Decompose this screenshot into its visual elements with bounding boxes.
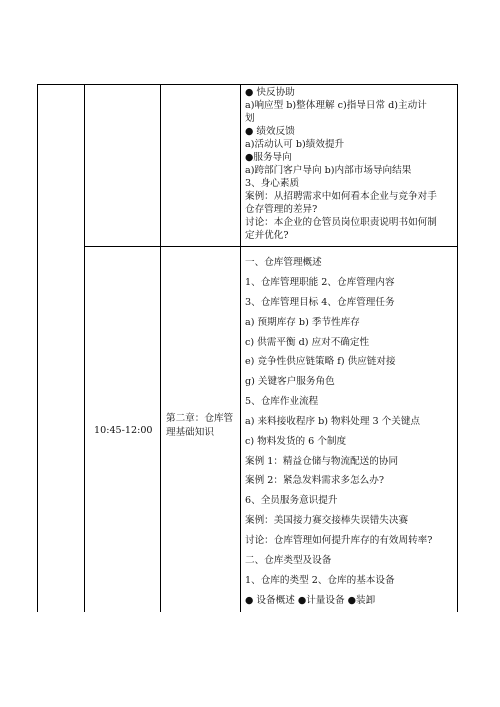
lower-line-5: c) 供需平衡 d) 应对不确定性 xyxy=(245,337,370,348)
chapter-title-line-1: 第二章：仓库管 xyxy=(166,413,234,424)
line-service-orientation: ●服务导向 xyxy=(245,152,292,163)
line-discussion-duty: 讨论：本企业的仓管员岗位职责说明书如何制 xyxy=(245,217,437,228)
table-col-divider-3 xyxy=(240,84,241,612)
line-quick-assist: ● 快反协助 xyxy=(245,87,295,98)
section-heading-1: 一、仓库管理概述 xyxy=(245,257,322,268)
line-activity-recognition: a)活动认可 b)绩效提升 xyxy=(245,139,345,150)
lower-line-4: a) 预期库存 b) 季节性库存 xyxy=(245,317,360,328)
table-top-border xyxy=(37,84,458,85)
line-case-recruit-cont: 仓存管理的差异? xyxy=(245,204,318,215)
line-performance-feedback: ● 绩效反馈 xyxy=(245,126,295,137)
lower-line-2: 1、仓库管理职能 2、仓库管理内容 xyxy=(245,277,395,288)
table-col-divider-2 xyxy=(160,84,161,612)
table-col-divider-1 xyxy=(84,84,85,612)
table-row-divider xyxy=(84,246,458,247)
table-right-border xyxy=(457,84,458,612)
section-heading-2: 二、仓库类型及设备 xyxy=(245,555,332,566)
lower-line-18: ● 设备概述 ●计量设备 ●装卸 xyxy=(245,595,376,606)
line-physical-mental: 3、身心素质 xyxy=(245,178,300,189)
lower-line-6: e) 竞争性供应链策略 f) 供应链对接 xyxy=(245,356,396,367)
line-customer-orientation: a)跨部门客户导向 b)内部市场导向结果 xyxy=(245,165,412,176)
lower-line-3: 3、仓库管理目标 4、仓库管理任务 xyxy=(245,297,395,308)
line-plan-cont: 划 xyxy=(245,113,255,124)
lower-line-17: 1、仓库的类型 2、仓库的基本设备 xyxy=(245,575,395,586)
lower-line-15: 讨论：仓库管理如何提升库存的有效周转率? xyxy=(245,535,433,546)
lower-line-7: g) 关键客户服务角色 xyxy=(245,376,335,387)
lower-line-8: 5、仓库作业流程 xyxy=(245,396,319,407)
lower-line-13: 6、全员服务意识提升 xyxy=(245,495,338,506)
line-response-types: a)响应型 b)整体理解 c)指导日常 d)主动计 xyxy=(245,100,427,111)
chapter-title-line-2: 理基础知识 xyxy=(166,427,214,438)
line-discussion-duty-cont: 定并优化? xyxy=(245,230,289,241)
lower-line-14: 案例：美国接力赛交接棒失误错失决赛 xyxy=(245,515,409,526)
time-range: 10:45-12:00 xyxy=(94,425,153,436)
lower-line-10: c) 物料发货的 6 个制度 xyxy=(245,436,347,447)
lower-line-9: a) 来料接收程序 b) 物料处理 3 个关键点 xyxy=(245,416,421,427)
lower-line-11: 案例 1：精益仓储与物流配送的协同 xyxy=(245,456,399,467)
table-left-border xyxy=(37,84,38,612)
lower-line-12: 案例 2：紧急发料需求多怎么办? xyxy=(245,475,385,486)
line-case-recruit: 案例：从招聘需求中如何看本企业与竞争对手 xyxy=(245,191,437,202)
